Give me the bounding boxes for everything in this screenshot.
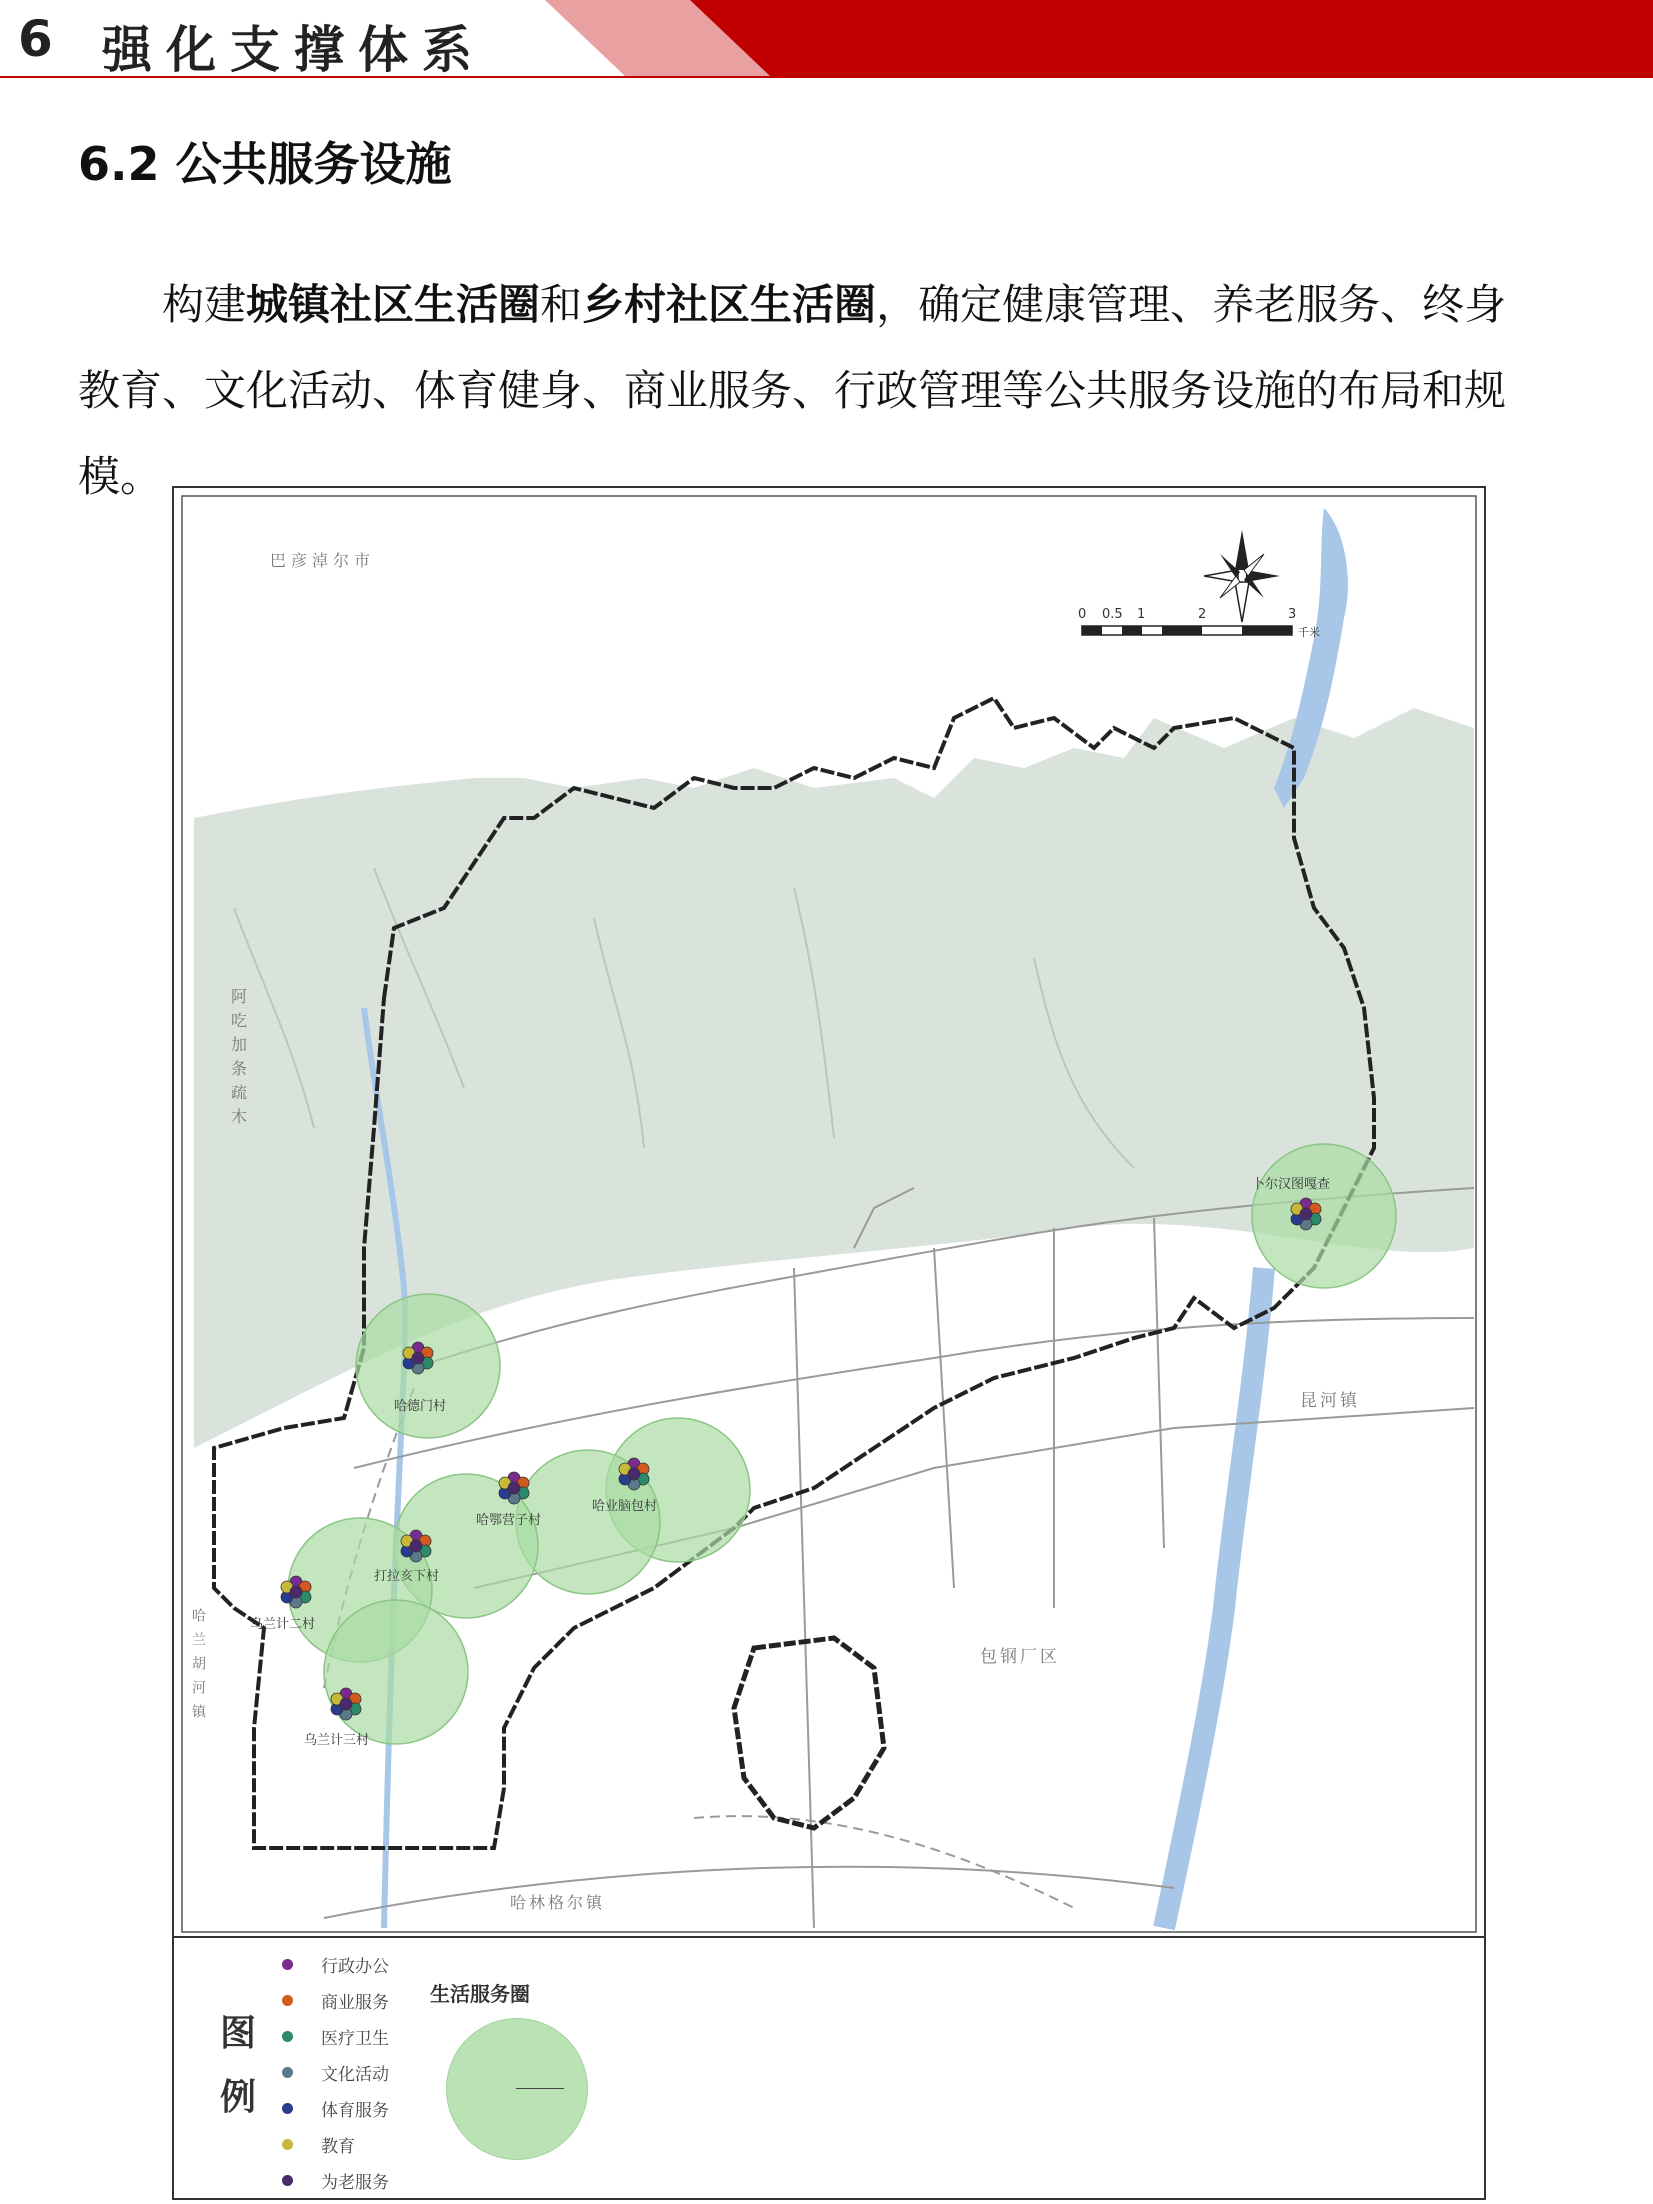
legend-item xyxy=(282,1946,389,1982)
legend-item xyxy=(282,2162,389,2198)
scale-bar xyxy=(1078,607,1320,639)
body-paragraph xyxy=(78,262,1538,520)
scale-tick-1: 0.5 xyxy=(1102,607,1123,622)
label-bayannur: 巴彦淖尔市 xyxy=(270,551,376,570)
legend-dot xyxy=(282,1995,293,2006)
label-halin: 哈林格尔镇 xyxy=(510,1893,606,1912)
para-part-3: ，确定健康管理、养老服务、终身教育、文化活动、体育健身、商业服务、行政管理等公共服务设施的布局和规模。 xyxy=(78,280,1507,501)
map-legend xyxy=(174,1936,1484,2200)
legend-item xyxy=(282,2090,389,2126)
legend-label: 医疗卫生 xyxy=(321,2028,389,2049)
legend-item xyxy=(282,2126,389,2162)
label-wulan-left: 哈兰胡河镇 xyxy=(190,1608,206,1728)
village-facility-cluster-icon xyxy=(403,1342,433,1374)
legend-label: 体育服务 xyxy=(321,2100,389,2121)
legend-dot xyxy=(282,2103,293,2114)
legend-dot xyxy=(282,2175,293,2186)
village-facility-cluster-icon xyxy=(619,1458,649,1490)
chapter-title: 强化支撑体系 xyxy=(102,21,486,79)
village-label: 卜尔汉图嘎查 xyxy=(1252,1177,1331,1192)
facility-dot xyxy=(410,1540,422,1552)
village-facility-cluster-icon xyxy=(499,1472,529,1504)
village-label: 乌兰计三村 xyxy=(304,1733,370,1748)
label-baogang: 包钢厂区 xyxy=(980,1647,1060,1667)
label-kunhe: 昆河镇 xyxy=(1300,1391,1360,1411)
facility-dot xyxy=(290,1586,302,1598)
village-facility-cluster-icon xyxy=(331,1688,361,1720)
legend-circle-title: 生活服务圈 xyxy=(430,1982,530,2006)
legend-item xyxy=(282,1982,389,2018)
para-part-1: 构建 xyxy=(162,280,247,329)
facility-dot xyxy=(508,1482,520,1494)
scale-tick-3: 2 xyxy=(1198,607,1207,622)
village-label: 打拉亥下村 xyxy=(374,1569,440,1584)
section-title: 6.2 公共服务设施 xyxy=(78,137,452,191)
scale-tick-4: 3 xyxy=(1288,607,1297,622)
facility-dot xyxy=(340,1698,352,1710)
village-label: 乌兰计二村 xyxy=(250,1617,316,1632)
para-bold-2: 乡村社区生活圈 xyxy=(582,280,877,329)
para-part-2: 和 xyxy=(540,280,583,329)
label-aqi: 阿吃加条疏木 xyxy=(228,988,248,1132)
header-red-band xyxy=(690,0,1653,76)
village-facility-cluster-icon xyxy=(281,1576,311,1608)
facility-dot xyxy=(1300,1208,1312,1220)
scale-tick-2: 1 xyxy=(1137,607,1146,622)
legend-item xyxy=(282,2054,389,2090)
village-label: 哈德门村 xyxy=(394,1399,447,1414)
legend-items xyxy=(282,1946,389,2198)
legend-label: 商业服务 xyxy=(321,1992,389,2013)
para-bold-1: 城镇社区生活圈 xyxy=(246,280,541,329)
legend-label: 行政办公 xyxy=(321,1956,389,1977)
legend-label: 教育 xyxy=(321,2136,355,2157)
legend-label: 文化活动 xyxy=(321,2064,389,2085)
legend-heading: 图例 xyxy=(220,2013,257,2118)
facility-dot xyxy=(412,1352,424,1364)
legend-radius-line xyxy=(516,2088,564,2089)
north-arrow-icon xyxy=(1204,530,1280,622)
map-figure xyxy=(172,486,1486,2200)
legend-service-circle xyxy=(446,2018,588,2160)
chapter-number: 6 xyxy=(18,10,57,68)
village-label: 哈业脑包村 xyxy=(592,1499,658,1514)
village-label: 哈鄂营子村 xyxy=(476,1513,542,1528)
village-facility-cluster-icon xyxy=(1291,1198,1321,1230)
legend-dot xyxy=(282,2139,293,2150)
scale-tick-0: 0 xyxy=(1078,607,1087,622)
village-facility-cluster-icon xyxy=(401,1530,431,1562)
legend-item xyxy=(282,2018,389,2054)
legend-label: 为老服务 xyxy=(321,2172,389,2193)
legend-dot xyxy=(282,2067,293,2078)
chapter-header xyxy=(0,0,1653,80)
legend-dot xyxy=(282,1959,293,1970)
river xyxy=(1164,1268,1264,1928)
scale-unit: 千米 xyxy=(1298,626,1320,639)
facility-dot xyxy=(628,1468,640,1480)
map-canvas xyxy=(174,488,1484,1936)
legend-dot xyxy=(282,2031,293,2042)
